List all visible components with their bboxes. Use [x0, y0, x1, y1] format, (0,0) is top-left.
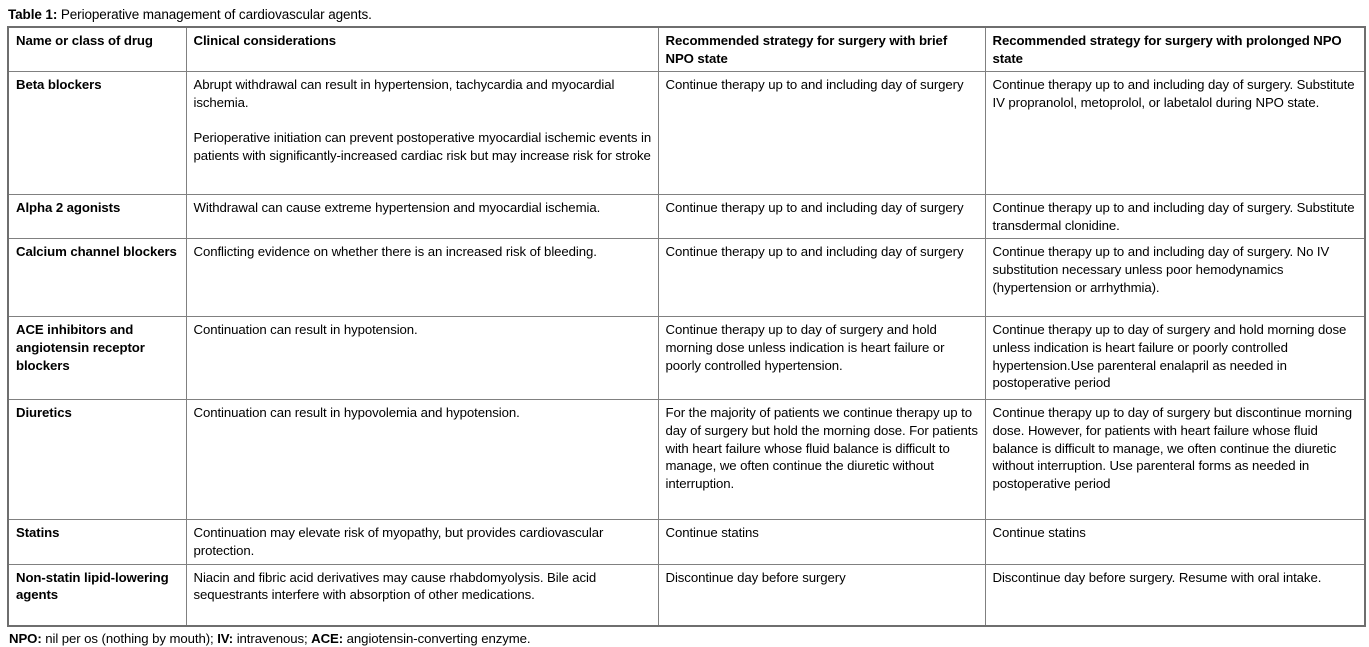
cell-drug-name: ACE inhibitors and angiotensin receptor blockers — [8, 317, 186, 400]
table-body — [8, 72, 1365, 626]
cell-brief-npo-strategy: Continue therapy up to and including day of surgery — [658, 239, 985, 317]
table-row — [8, 239, 1365, 317]
table-row — [8, 72, 1365, 195]
caption-text: Perioperative management of cardiovascular agents. — [57, 7, 372, 22]
consideration-paragraph: Perioperative initiation can prevent postoperative myocardial ischemic events in patients with significantly-increased cardiac risk but may increase risk for stroke — [193, 129, 652, 163]
table-footnote — [9, 630, 1365, 647]
cell-brief-npo-strategy: Discontinue day before surgery — [658, 564, 985, 626]
cell-drug-name: Calcium channel blockers — [8, 239, 186, 317]
cell-prolonged-npo-strategy: Continue therapy up to and including day of surgery. No IV substitution necessary unless poor hemodynamics (hypertension or arrhythmia). — [985, 239, 1365, 317]
consideration-paragraph: Abrupt withdrawal can result in hypertension, tachycardia and myocardial ischemia. — [193, 77, 615, 110]
cell-prolonged-npo-strategy: Continue therapy up to and including day of surgery. Substitute IV propranolol, metoprolol, or labetalol during NPO state. — [985, 72, 1365, 195]
header-row — [8, 27, 1365, 72]
cell-prolonged-npo-strategy: Continue therapy up to and including day of surgery. Substitute transdermal clonidine. — [985, 195, 1365, 239]
cardiovascular-agents-table — [7, 26, 1366, 627]
column-header-drug: Name or class of drug — [8, 27, 186, 72]
cell-brief-npo-strategy: Continue therapy up to and including day of surgery — [658, 72, 985, 195]
table-caption — [8, 6, 1365, 23]
cell-clinical-considerations — [186, 72, 658, 195]
table-row — [8, 564, 1365, 626]
cell-brief-npo-strategy: Continue therapy up to and including day of surgery — [658, 195, 985, 239]
footnote-text-iv: intravenous; — [233, 631, 312, 647]
footnote-text-ace: angiotensin-converting enzyme. — [343, 631, 531, 647]
column-header-brief-npo: Recommended strategy for surgery with brief NPO state — [658, 27, 985, 72]
cell-prolonged-npo-strategy: Continue therapy up to day of surgery but discontinue morning dose. However, for patients with heart failure whose fluid balance is difficult to manage, we often continue the diuretic without interruption. Use parenteral forms as needed in postoperative period — [985, 400, 1365, 520]
cell-clinical-considerations: Continuation can result in hypotension. — [186, 317, 658, 400]
cell-brief-npo-strategy: For the majority of patients we continue therapy up to day of surgery but hold the morning dose. For patients with heart failure whose fluid balance is difficult to manage, we often continue the diuretic without interruption. — [658, 400, 985, 520]
cell-prolonged-npo-strategy: Continue statins — [985, 520, 1365, 564]
cell-prolonged-npo-strategy: Continue therapy up to day of surgery and hold morning dose unless indication is heart failure or poorly controlled hypertension.Use parenteral enalapril as needed in postoperative period — [985, 317, 1365, 400]
cell-brief-npo-strategy: Continue therapy up to day of surgery and hold morning dose unless indication is heart failure or poorly controlled hypertension. — [658, 317, 985, 400]
cell-clinical-considerations: Niacin and fibric acid derivatives may cause rhabdomyolysis. Bile acid sequestrants interfere with absorption of other medications. — [186, 564, 658, 626]
cell-clinical-considerations: Conflicting evidence on whether there is an increased risk of bleeding. — [186, 239, 658, 317]
table-row — [8, 520, 1365, 564]
footnote-abbr-npo: NPO: — [9, 631, 42, 647]
cell-clinical-considerations: Continuation may elevate risk of myopathy, but provides cardiovascular protection. — [186, 520, 658, 564]
column-header-considerations: Clinical considerations — [186, 27, 658, 72]
table-header — [8, 27, 1365, 72]
cell-drug-name: Non-statin lipid-lowering agents — [8, 564, 186, 626]
cell-drug-name: Diuretics — [8, 400, 186, 520]
footnote-text-npo: nil per os (nothing by mouth); — [41, 631, 218, 647]
cell-clinical-considerations: Continuation can result in hypovolemia and hypotension. — [186, 400, 658, 520]
footnote-abbr-ace: ACE: — [311, 631, 344, 647]
cell-drug-name: Alpha 2 agonists — [8, 195, 186, 239]
cell-drug-name: Beta blockers — [8, 72, 186, 195]
table-row — [8, 195, 1365, 239]
caption-label: Table 1: — [8, 7, 58, 22]
cell-brief-npo-strategy: Continue statins — [658, 520, 985, 564]
footnote-abbr-iv: IV: — [217, 631, 234, 647]
cell-prolonged-npo-strategy: Discontinue day before surgery. Resume with oral intake. — [985, 564, 1365, 626]
table-row — [8, 317, 1365, 400]
table-row — [8, 400, 1365, 520]
cell-drug-name: Statins — [8, 520, 186, 564]
cell-clinical-considerations: Withdrawal can cause extreme hypertension and myocardial ischemia. — [186, 195, 658, 239]
column-header-prolonged-npo: Recommended strategy for surgery with prolonged NPO state — [985, 27, 1365, 72]
